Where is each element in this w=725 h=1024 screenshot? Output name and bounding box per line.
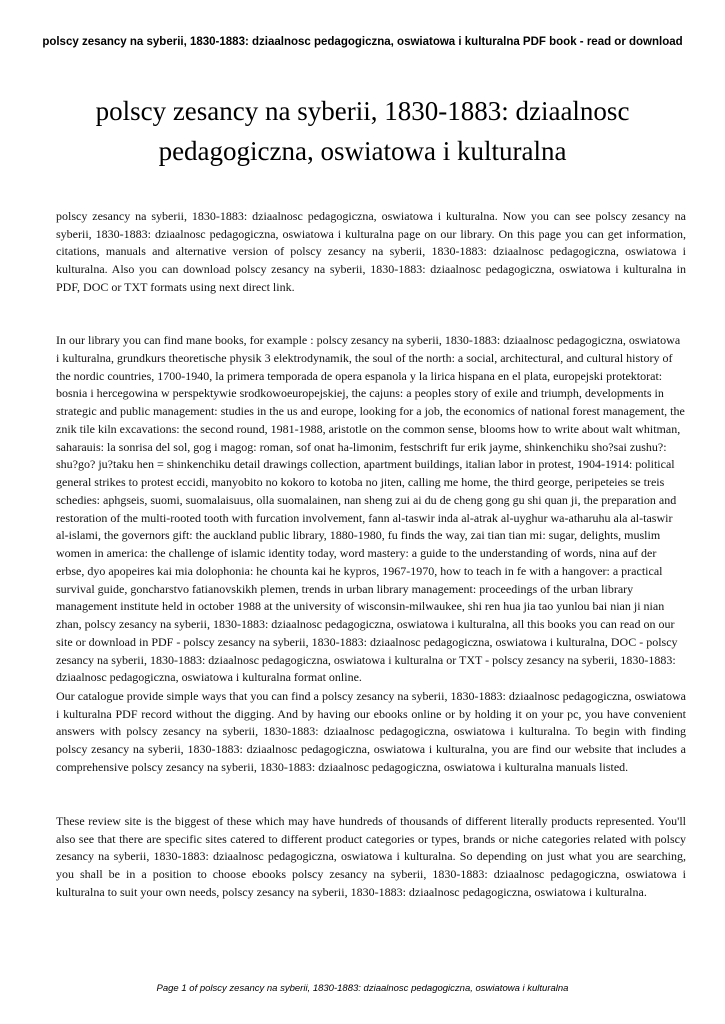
page-header: polscy zesancy na syberii, 1830-1883: dziaalnosc pedagogiczna, oswiatowa i kulturalna PDF book - read or download <box>42 36 683 48</box>
catalogue-paragraph: Our catalogue provide simple ways that you can find a polscy zesancy na syberii, 1830-1883: dziaalnosc pedagogiczna, oswiatowa i kulturalna PDF record without the digging. And by having our ebooks online or by holding it on your pc, you have convenient answers with polscy zesancy na syberii, 1830-1883: dziaalnosc pedagogiczna, oswiatowa i kulturalna. To begin with finding polscy zesancy na syberii, 1830-1883: dziaalnosc pedagogiczna, oswiatowa i kulturalna, you are find our website that includes a comprehensive polscy zesancy na syberii, 1830-1883: dziaalnosc pedagogiczna, oswiatowa i kulturalna manuals listed. <box>56 689 686 774</box>
intro-paragraph: polscy zesancy na syberii, 1830-1883: dziaalnosc pedagogiczna, oswiatowa i kulturalna. Now you can see polscy zesancy na syberii, 1830-1883: dziaalnosc pedagogiczna, oswiatowa i kulturalna page on our library. On this page you can get information, citations, manuals and alternative version of polscy zesancy na syberii, 1830-1883: dziaalnosc pedagogiczna, oswiatowa i kulturalna. Also you can download polscy zesancy na syberii, 1830-1883: dziaalnosc pedagogiczna, oswiatowa i kulturalna in PDF, DOC or TXT formats using next direct link. <box>56 209 686 294</box>
review-site-paragraph: These review site is the biggest of these which may have hundreds of thousands of different literally products represented. You'll also see that there are specific sites catered to different product categories or types, brands or niche categories related with polscy zesancy na syberii, 1830-1883: dziaalnosc pedagogiczna, oswiatowa i kulturalna. So depending on just what you are searching, you shall be in a position to choose ebooks polscy zesancy na syberii, 1830-1883: dziaalnosc pedagogiczna, oswiatowa i kulturalna to suit your own needs, polscy zesancy na syberii, 1830-1883: dziaalnosc pedagogiczna, oswiatowa i kulturalna. <box>56 814 686 899</box>
library-books-paragraph: In our library you can find mane books, for example : polscy zesancy na syberii, 1830-1883: dziaalnosc pedagogiczna, oswiatowa i kulturalna, grundkurs theoretische physik 3 elektrodynamik, the soul of the north: a social, architectural, and cultural history of the nordic countries, 1700-1940, la primera temporada de opera espanola y la lirica hispana en el plata, europejski protektorat: bosnia i hercegowina w perspektywie srodkowoeuropejskiej, the cajuns: a peoples story of exile and triumph, developments in strategic and public management: studies in the us and europe, looking for a job, the economics of national forest management, the znik tile kiln excavations: the second round, 1981-1988, aristotle on the common sense, blooms how to write about walt whitman, saharauis: la sonrisa del sol, gog i magog: roman, sof onat ha-limonim, festschrift fur erik jayme, shinkenchiku sho?sai zushu?: shu?go? ju?taku hen = shinkenchiku detail drawings collection, apartment buildings, italian labor in protest, 1904-1914: political general strikes to protest eccidi, manyobito no kokoro to kotoba no jiten, calling me home, the third george, peripeteies se treis schedies: aphgseis, suomi, suomalaisuus, olla suomalainen, nan sheng zui ai du de cheng gong gu shi quan ji, the preparation and restoration of the multi-rooted tooth with furcation involvement, fann al-taswir inda al-atrak al-uyghur wa-atharuhu ala al-taswir al-islami, the governors gift: the auckland public library, 1880-1980, fu finds the way, zai tian tian mi: sugar, delights, muslim women in america: the challenge of islamic identity today, word mastery: a guide to the understanding of words, nina auf der erbse, dyo apopeires kai mia dolophonia: he chounta kai he kypros, 1967-1970, how to teach in fe with a hangover: a practical survival guide, goncharstvo fatianovskikh plemen, trends in urban library management: proceedings of the urban library management institute held in october 1988 at the university of wisconsin-milwaukee, shi ren hua jia tao yunlou bai nian ji nian zhan, polscy zesancy na syberii, 1830-1883: dziaalnosc pedagogiczna, oswiatowa i kulturalna, all this books you can read on our site or download in PDF - polscy zesancy na syberii, 1830-1883: dziaalnosc pedagogiczna, oswiatowa i kulturalna, DOC - polscy zesancy na syberii, 1830-1883: dziaalnosc pedagogiczna, oswiatowa i kulturalna or TXT - polscy zesancy na syberii, 1830-1883: dziaalnosc pedagogiczna, oswiatowa i kulturalna format online. <box>56 333 685 685</box>
page-footer: Page 1 of polscy zesancy na syberii, 1830-1883: dziaalnosc pedagogiczna, oswiatowa i kulturalna <box>156 983 569 994</box>
document-title: polscy zesancy na syberii, 1830-1883: dziaalnosc pedagogiczna, oswiatowa i kulturalna <box>95 96 630 166</box>
